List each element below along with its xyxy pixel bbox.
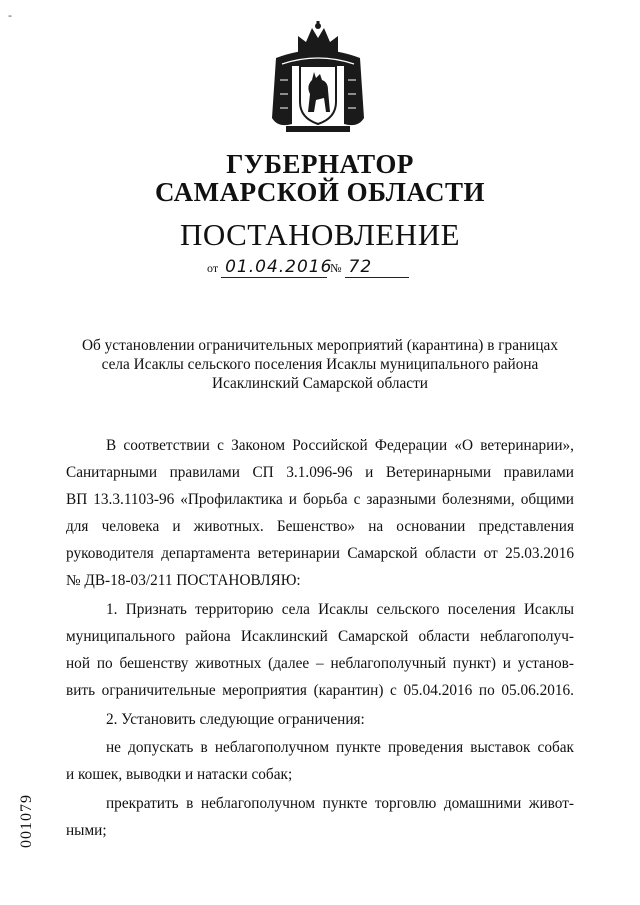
text-line: для человека и животных. Бешенство» на основании представления [66,518,574,535]
text-line: и кошек, выводки и натаски собак; [66,766,293,783]
text-line: руководителя департамента ветеринарии Самарской области от 25.03.2016 [66,545,574,562]
paragraph-preamble [66,432,574,594]
issuer-title-line1: ГУБЕРНАТОР [226,149,414,179]
text-line: ной по бешенству животных (далее – неблагополучный пункт) и установ- [66,655,574,672]
text-line: В соответствии с Законом Российской Федерации «О ветеринарии», [106,437,574,454]
subject-line: Об установлении ограничительных мероприятий (карантина) в границах [82,337,558,354]
side-registration-number: 001079 [18,794,35,848]
text-line: № ДВ-18-03/211 ПОСТАНОВЛЯЮ: [66,572,301,589]
document-subject [0,336,640,393]
paragraph-item-2 [66,706,574,733]
subject-line: села Исаклы сельского поселения Исаклы муниципального района [101,356,539,373]
text-line: ВП 13.3.1103-96 «Профилактика и борьба с заразными болезнями, общими [66,491,574,508]
text-line: Санитарными правилами СП 3.1.096-96 и Ветеринарными правилами [66,464,574,481]
paragraph-restriction-2 [66,790,574,844]
text-line: муниципального района Исаклинский Самарской области неблагополуч- [66,628,574,645]
text-line: прекратить в неблагополучном пункте торговлю домашними живот- [106,795,574,812]
handwritten-date: 01.04.2016 [221,257,327,278]
corner-mark: - [8,8,12,22]
handwritten-number: 72 [345,257,409,278]
paragraph-restriction-1 [66,734,574,788]
document-type-title: ПОСТАНОВЛЕНИЕ [179,217,461,252]
paragraph-item-1 [66,596,574,704]
subject-line: Исаклинский Самарской области [212,375,428,392]
issuer-title-line2: САМАРСКОЙ ОБЛАСТИ [154,177,486,207]
number-label: № [330,261,342,275]
text-line: не допускать в неблагополучном пункте проведения выставок собак [106,739,574,756]
text-line: 1. Признать территорию села Исаклы сельского поселения Исаклы [106,601,574,618]
text-line: 2. Установить следующие ограничения: [106,711,365,728]
date-number-line [207,257,409,278]
coat-of-arms-emblem [268,20,368,138]
text-line: вить ограничительные мероприятия (карантин) с 05.04.2016 по 05.06.2016. [66,682,574,699]
from-label: от [207,261,219,275]
text-line: ными; [66,822,107,839]
